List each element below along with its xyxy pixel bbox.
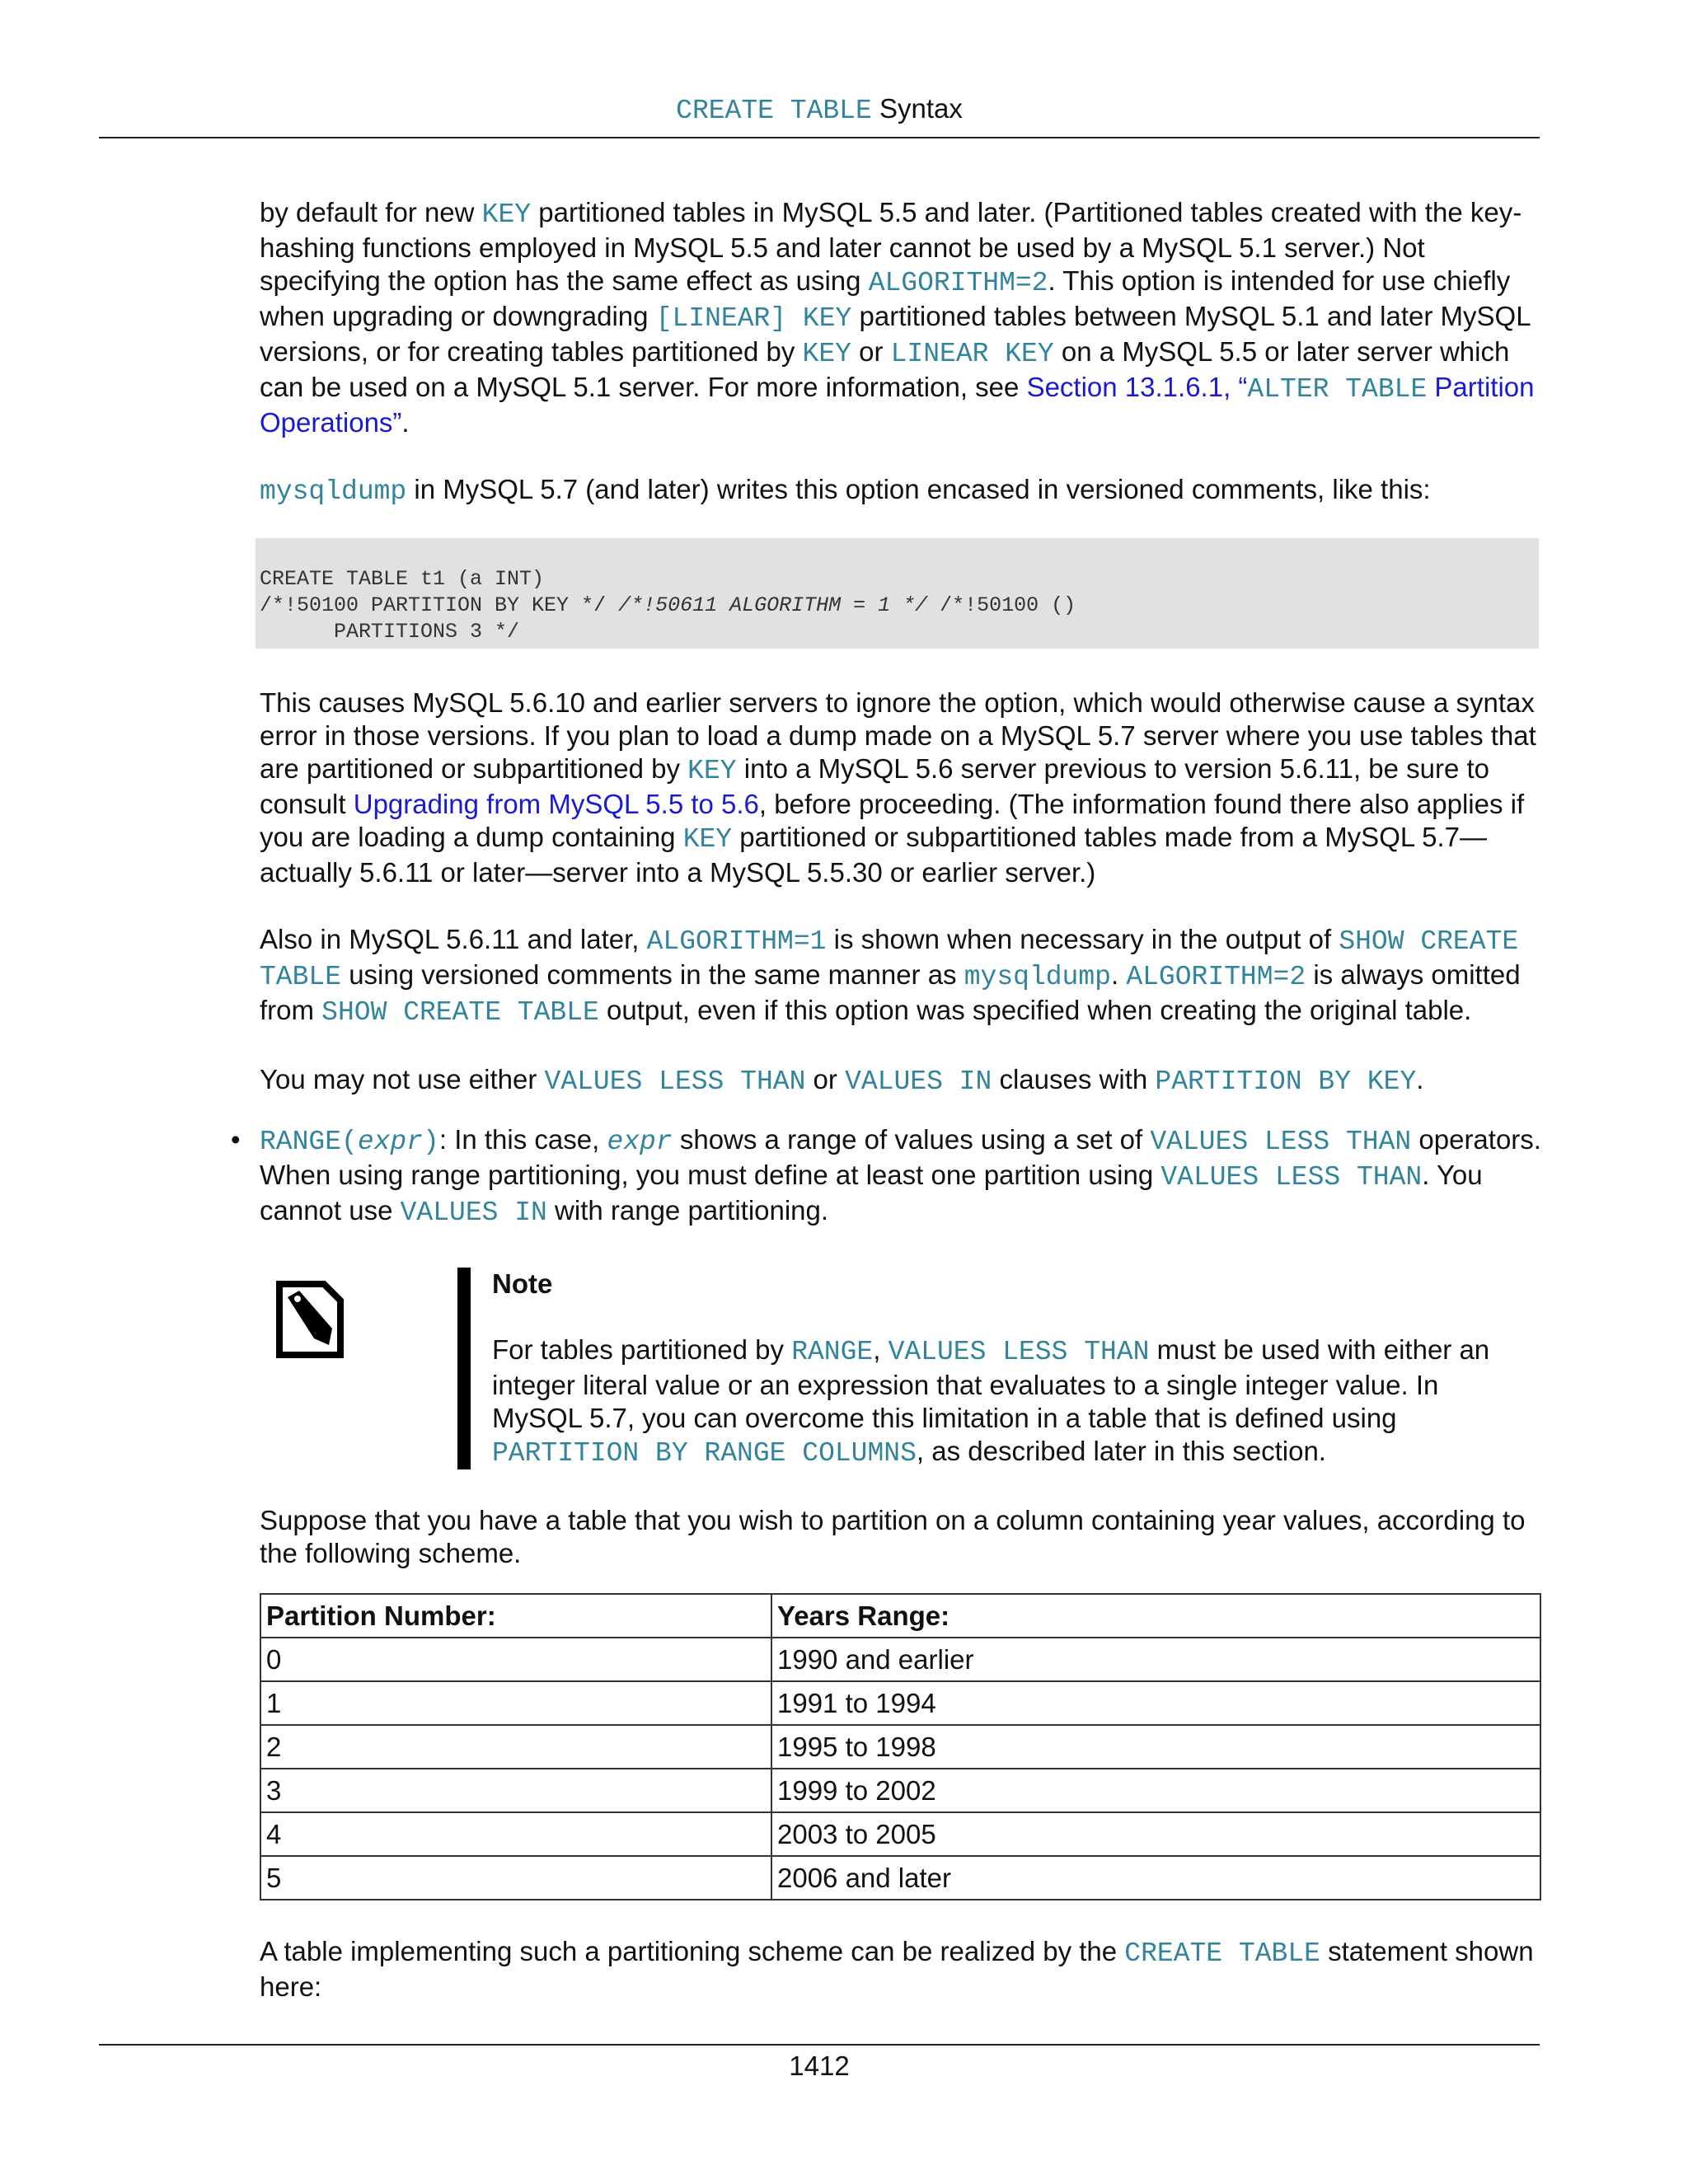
text: must be used with either an integer literal value or an expression that evaluates to a single integer value. In MySQL 5.7, you can overcome this limitation in a table that is defined using (492, 1334, 1490, 1433)
code-values-less-than: VALUES LESS THAN (544, 1066, 806, 1097)
link-upgrading-mysql[interactable]: Upgrading from MySQL 5.5 to 5.6 (353, 789, 759, 819)
table-row (260, 1856, 1540, 1900)
code-paren: ) (423, 1127, 439, 1157)
code-linear-key: [LINEAR] KEY (655, 303, 852, 334)
code-line: CREATE TABLE t1 (a INT) (260, 567, 545, 591)
code-key: KEY (481, 199, 532, 230)
text: A table implementing such a partitioning scheme can be realized by the (260, 1936, 1125, 1966)
paragraph-algorithm (260, 196, 1545, 439)
code-expr: expr (357, 1127, 424, 1157)
page-body (231, 196, 1545, 2037)
header-rule (99, 137, 1540, 138)
table-cell: 4 (260, 1812, 771, 1856)
text: is shown when necessary in the output of (826, 924, 1339, 954)
note-bar (457, 1268, 471, 1469)
text: by default for new (260, 197, 482, 227)
table-cell: 5 (260, 1856, 771, 1900)
table-cell: 1 (260, 1681, 771, 1725)
code-key: KEY (802, 339, 851, 369)
table-header-cell: Partition Number: (260, 1594, 771, 1638)
text: partitioned or subpartitioned tables made from a MySQL 5.7—actually 5.6.11 or later—server into a MySQL 5.5.30 or earlier server.) (260, 822, 1488, 888)
code-values-less-than: VALUES LESS THAN (1150, 1127, 1412, 1157)
text: using versioned comments in the same manner as (341, 959, 964, 990)
paragraph-scheme: Suppose that you have a table that you wish to partition on a column containing year values, according to the following scheme. (260, 1505, 1526, 1568)
text: Also in MySQL 5.6.11 and later, (260, 924, 647, 954)
code-linear-key: LINEAR KEY (890, 339, 1054, 369)
code-partition-by-range-columns: PARTITION BY RANGE COLUMNS (492, 1438, 917, 1469)
table-row (260, 1725, 1540, 1769)
table-cell: 1999 to 2002 (771, 1769, 1540, 1812)
table-cell: 1995 to 1998 (771, 1725, 1540, 1769)
paragraph-dump-compat (260, 687, 1545, 889)
code-show-create-table: SHOW CREATE TABLE (260, 926, 1519, 992)
table-cell: 2003 to 2005 (771, 1812, 1540, 1856)
text: in MySQL 5.7 (and later) writes this option encased in versioned comments, like this: (406, 474, 1431, 504)
text: . (401, 407, 410, 438)
code-block (256, 538, 1539, 649)
text: This causes MySQL 5.6.10 and earlier servers to ignore the option, which would otherwise cause a syntax error in those versions. If you plan to load a dump made on a MySQL 5.7 server where you use tables that are partitioned or subpartitioned by (260, 687, 1536, 784)
footer-rule (99, 2044, 1540, 2046)
paragraph-mysqldump (260, 473, 1545, 509)
text: or (805, 1064, 846, 1094)
code-partition-by-key: PARTITION BY KEY (1155, 1066, 1417, 1097)
table-cell: 3 (260, 1769, 771, 1812)
note-icon (274, 1281, 345, 1360)
code-mysqldump: mysqldump (260, 476, 407, 507)
text: , (873, 1334, 889, 1365)
code-line: /*!50100 () (927, 593, 1076, 617)
page-number: 1412 (789, 2050, 850, 2081)
paragraph-show-create (260, 923, 1545, 1029)
table-row (260, 1812, 1540, 1856)
code-algorithm-2: ALGORITHM=2 (1126, 962, 1306, 992)
bullet-dot: • (231, 1124, 241, 1155)
code-algorithm-1: ALGORITHM=1 (646, 926, 827, 957)
text: is always omitted from (260, 959, 1521, 1025)
code-line: PARTITIONS 3 */ (260, 620, 520, 644)
list-item-range (231, 1123, 1545, 1230)
text: partitioned tables between MySQL 5.1 and later MySQL versions, or for creating tables partitioned by (260, 301, 1531, 367)
table-cell: 1990 and earlier (771, 1638, 1540, 1681)
code-range: RANGE (791, 1337, 874, 1367)
code-line: /*!50100 PARTITION BY KEY */ (260, 593, 619, 617)
table-row (260, 1638, 1540, 1681)
text: operators. When using range partitioning, you must define at least one partition using (260, 1124, 1541, 1190)
paragraph-values-clauses (260, 1063, 1545, 1099)
code-values-in: VALUES IN (845, 1066, 992, 1097)
code-algorithm-2: ALGORITHM=2 (868, 268, 1048, 298)
table-cell: 2 (260, 1725, 771, 1769)
code-create-table: CREATE TABLE (1124, 1938, 1320, 1969)
code-expr: expr (607, 1127, 673, 1157)
text: : In this case, (438, 1124, 607, 1155)
table-header-row (260, 1594, 1540, 1638)
text: . (1110, 959, 1127, 990)
table-row (260, 1681, 1540, 1725)
link-code: ALTER TABLE (1247, 374, 1428, 405)
partition-table (260, 1593, 1541, 1900)
table-cell: 1991 to 1994 (771, 1681, 1540, 1725)
text: output, even if this option was specified when creating the original table. (598, 995, 1472, 1025)
header-code: CREATE TABLE (676, 96, 872, 126)
code-values-less-than: VALUES LESS THAN (1160, 1162, 1423, 1193)
text: shows a range of values using a set of (672, 1124, 1151, 1155)
text: For tables partitioned by (492, 1334, 792, 1365)
text: , before proceeding. (The information found there also applies if you are loading a dump containing (260, 789, 1525, 852)
text: . You cannot use (260, 1160, 1483, 1226)
table-cell: 0 (260, 1638, 771, 1681)
text: You may not use either (260, 1064, 545, 1094)
code-mysqldump: mysqldump (964, 962, 1111, 992)
text: on a MySQL 5.5 or later server which can be used on a MySQL 5.1 server. For more information, see (260, 336, 1510, 402)
text: partitioned tables in MySQL 5.5 and later. (Partitioned tables created with the key-hashing functions employed in MySQL 5.5 and later cannot be used by a MySQL 5.1 server.) Not specifying the option has the same effect as using (260, 197, 1522, 296)
text: with range partitioning. (546, 1195, 829, 1226)
code-comment-italic: /*!50611 ALGORITHM = 1 */ (618, 593, 928, 617)
table-cell: 2006 and later (771, 1856, 1540, 1900)
text: , as described later in this section. (916, 1436, 1326, 1466)
note-text (492, 1333, 1514, 1470)
table-row (260, 1769, 1540, 1812)
code-values-in: VALUES IN (400, 1197, 547, 1228)
link-text: Section 13.1.6.1, “ (1026, 372, 1248, 402)
code-range: RANGE( (260, 1127, 358, 1157)
code-show-create-table: SHOW CREATE TABLE (321, 997, 599, 1028)
link-text: Partition Operations” (260, 372, 1535, 438)
page-header (99, 92, 1540, 128)
text: statement shown here: (260, 1936, 1534, 2002)
text: . This option is intended for use chiefly when upgrading or downgrading (260, 265, 1511, 331)
text: . (1416, 1064, 1424, 1094)
text: clauses with (992, 1064, 1156, 1094)
text: or (851, 336, 891, 367)
note-callout (260, 1268, 1545, 1469)
note-title: Note (492, 1268, 553, 1299)
table-header-cell: Years Range: (771, 1594, 1540, 1638)
text: into a MySQL 5.6 server previous to version 5.6.11, be sure to consult (260, 753, 1490, 819)
header-text: Syntax (871, 93, 963, 124)
code-values-less-than: VALUES LESS THAN (888, 1337, 1150, 1367)
paragraph-create-table (260, 1935, 1545, 2004)
code-key: KEY (682, 824, 733, 855)
code-key: KEY (687, 756, 737, 786)
